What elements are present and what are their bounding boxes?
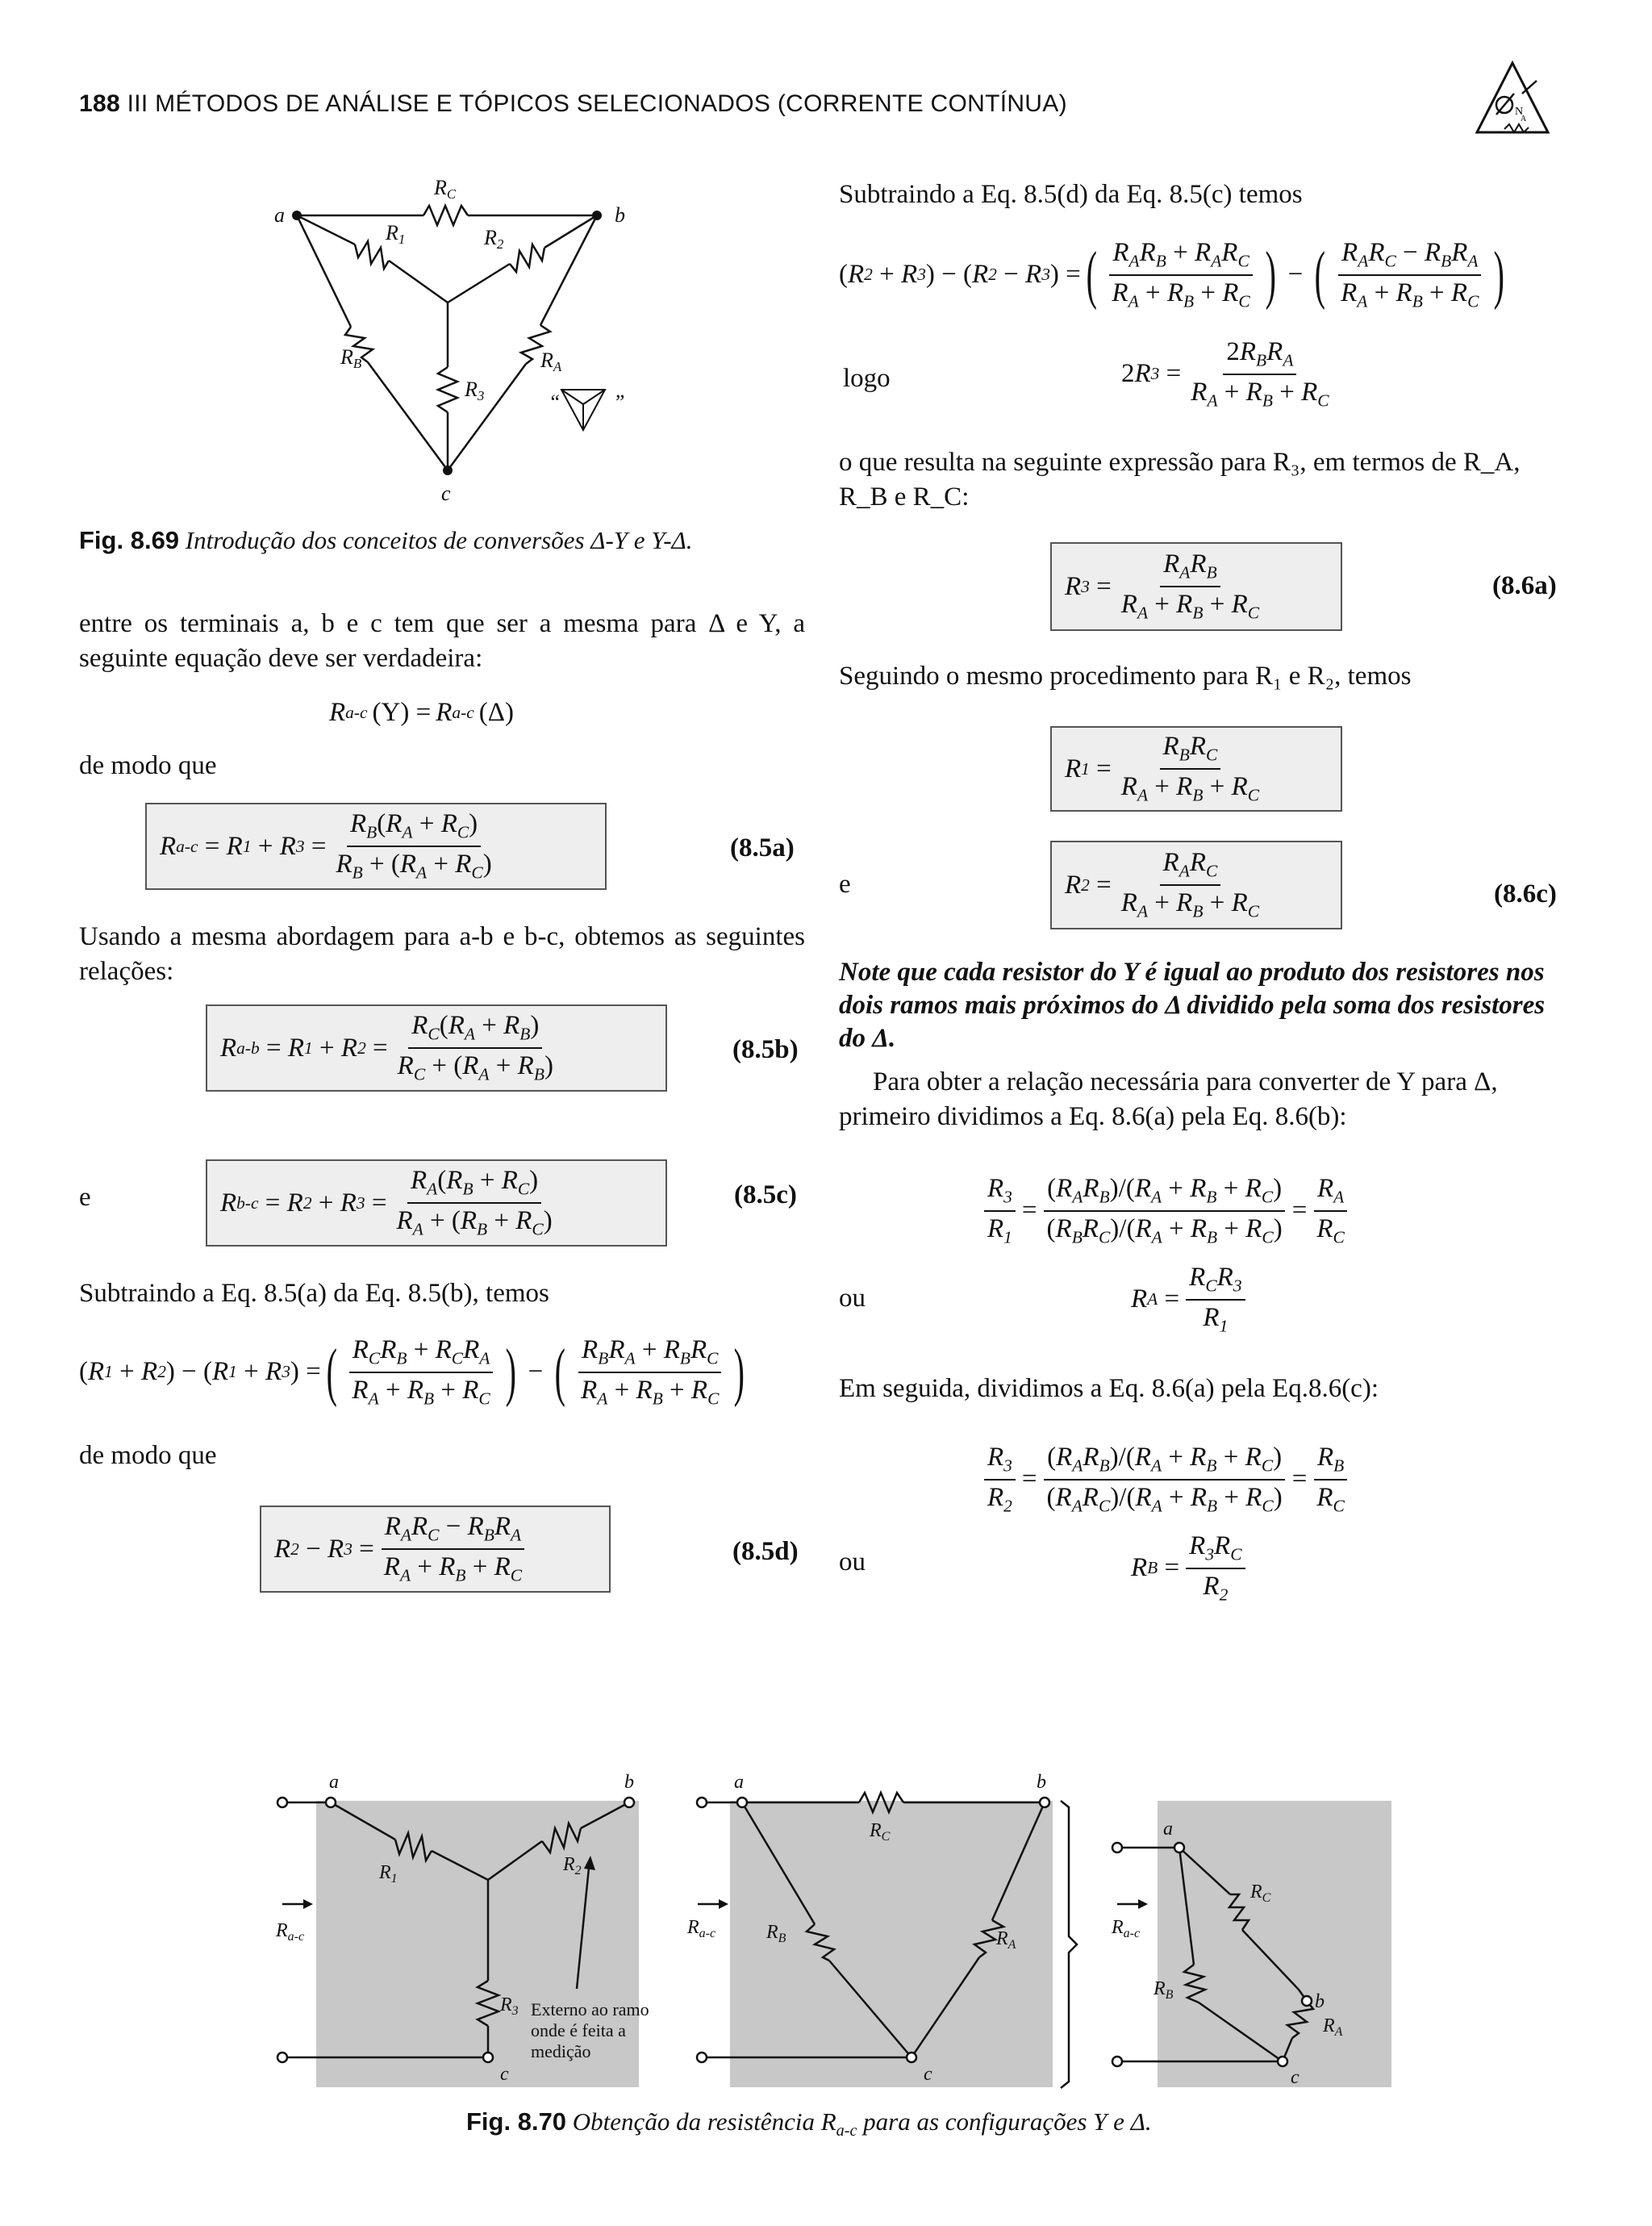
eq-8-5c-box: R b-c = R 2 + R 3 = $\frac{R_A(R_B + R_C)}{R_A + (R_B + R_C)}$ <box>206 1159 667 1247</box>
fig-8-69-delta-y-diagram <box>266 173 686 504</box>
rc-label: RC <box>434 176 457 202</box>
svg-text:N: N <box>1515 106 1524 118</box>
svg-text:a: a <box>734 1772 744 1793</box>
fig-8-70-caption: Fig. 8.70 Obtenção da resistência $R_{a-c}$ para as configurações Y e Δ. <box>466 2107 1152 2140</box>
svg-text:c: c <box>924 2064 932 2085</box>
node-c-dot <box>443 466 453 475</box>
svg-text:a: a <box>329 1772 339 1793</box>
right-logo-word: logo <box>843 364 891 393</box>
r2-label: R2 <box>484 226 504 252</box>
eq-8-5a-box: R a-c = R 1 + R 3 = $\frac{R_B(R_A + R_C)}{R_B + (R_A + R_C)}$ <box>145 803 607 890</box>
node-a-label: a <box>274 203 285 227</box>
svg-text:RB: $R_B$ <box>1153 1978 1174 2002</box>
annotation-line-3: medição <box>531 2041 591 2061</box>
right-paragraph-3: Seguindo o mesmo procedimento para R₁ e R₂, temos <box>839 662 1412 691</box>
eq-2r3: 2 R 3 = $\frac{2R_BR_A}{R_A + R_B + R_C}$ <box>1121 337 1329 411</box>
r1-label: R1 <box>386 221 406 247</box>
eq-subtract-5a-5b: ( R 1 + R 2 ) − ( R 1 + R 3 ) = ( $\frac{R_CR_B + R_CR_A}{R_A + R_B + R_C}$ ) − ( $\frac{R_BR_A + R_BR_C}{R_A + R_B + R_C}$ ) <box>79 1335 745 1409</box>
right-paragraph-1: Subtraindo a Eq. 8.5(d) da Eq. 8.5(c) temos <box>839 180 1303 209</box>
eq-8-6b-box: R 1 = $\frac{R_BR_C}{R_A + R_B + R_C}$ <box>1050 726 1342 812</box>
rb-label: RB <box>340 345 362 371</box>
node-c-label: c <box>441 482 451 504</box>
chapter-title: III MÉTODOS DE ANÁLISE E TÓPICOS SELECIONADOS (CORRENTE CONTÍNUA) <box>127 90 1067 117</box>
eq-rb: R B = $\frac{R_3R_C}{R_2}$ <box>1131 1531 1252 1605</box>
svg-text:R2: $R_2$ <box>563 1854 582 1877</box>
quote-open: “ <box>549 390 561 414</box>
svg-text:Ra-c: $R_{a-c}$ <box>276 1920 305 1944</box>
svg-text:b: b <box>1037 1772 1046 1793</box>
eq-8-6a-box: R 3 = $\frac{R_AR_B}{R_A + R_B + R_C}$ <box>1050 542 1342 631</box>
svg-text:RA: $R_A$ <box>1323 2015 1343 2039</box>
page-header <box>79 90 1067 118</box>
eq-8-5b-box: R a-b = R 1 + R 2 = $\frac{R_C(R_A + R_B)}{R_C + (R_A + R_B)}$ <box>206 1004 667 1092</box>
node-a-dot <box>292 211 302 220</box>
svg-text:A: A <box>1521 115 1527 123</box>
r3-label: R3 <box>465 378 485 403</box>
left-paragraph-1: entre os terminais a, b e c tem que ser a mesma para Δ e Y, a seguinte equação deve ser verdadeira: <box>79 609 805 673</box>
left-paragraph-3: Usando a mesma abordagem para a-b e b-c, obtemos as seguintes relações: <box>79 922 805 986</box>
svg-text:c: c <box>1291 2067 1299 2088</box>
eq-subtract-5d-5c: ( R 2 + R 3 ) − ( R 2 − R 3 ) = ( $\frac{R_AR_B + R_AR_C}{R_A + R_B + R_C}$ ) − ( $\frac{R_AR_C - R_BR_A}{R_A + R_B + R_C}$ ) <box>839 238 1505 311</box>
eq-number-8-6a: (8.6a) <box>1492 571 1557 600</box>
right-paragraph-4: Para obter a relação necessária para converter de Y para Δ, primeiro dividimos a Eq. 8.6(a) pela Eq. 8.6(b): <box>839 1067 1498 1131</box>
eq-r3-over-r1: $\frac{R_3}{R_1}$ = $\frac{(R_AR_B)/(R_A + R_B + R_C)}{(R_BR_C)/(R_A + R_B + R_C)}$ = $\frac{R_A}{R_C}$ <box>978 1174 1354 1247</box>
eq-rac-y-delta: R a-c (Y) = R a-c (Δ) <box>329 698 514 727</box>
eq-number-8-5a: (8.5a) <box>730 833 795 862</box>
node-b-dot <box>592 211 602 220</box>
fig-8-69-caption: Fig. 8.69 Introdução dos conceitos de conversões Δ-Y e Y-Δ. <box>79 526 693 554</box>
left-paragraph-2: de modo que <box>79 751 217 780</box>
left-paragraph-4: Subtraindo a Eq. 8.5(a) da Eq. 8.5(b), temos <box>79 1279 549 1308</box>
right-ou-2: ou <box>839 1547 866 1577</box>
svg-text:RB: $R_B$ <box>766 1922 786 1945</box>
left-e-1: e <box>79 1183 91 1212</box>
node-b-label: b <box>615 203 625 227</box>
eq-number-8-5c: (8.5c) <box>734 1180 797 1209</box>
fig-8-70-rac-measurement <box>266 1759 1395 2098</box>
left-paragraph-5: de modo que <box>79 1441 217 1470</box>
svg-text:R1: $R_1$ <box>379 1862 398 1886</box>
note-y-resistor-rule: Note que cada resistor do Y é igual ao produto dos resistores nos dois ramos mais próximos do Δ dividido pela soma dos resistores do Δ. <box>839 958 1546 1053</box>
eq-8-6c-box: R 2 = $\frac{R_AR_C}{R_A + R_B + R_C}$ <box>1050 841 1342 929</box>
annotation-line-1: Externo ao ramo <box>531 1999 649 2019</box>
quote-close: ” <box>613 390 625 414</box>
page-number: 188 <box>79 90 120 117</box>
svg-text:RA: $R_A$ <box>996 1928 1016 1952</box>
svg-text:RC: $R_C$ <box>1250 1881 1271 1905</box>
svg-text:R3: $R_3$ <box>500 1994 519 2018</box>
svg-text:b: b <box>1315 1991 1325 2012</box>
right-paragraph-2: o que resulta na seguinte expressão para R₃, em termos de R_A, R_B e R_C: <box>839 448 1521 512</box>
triangle-network-logo-icon <box>1472 58 1553 139</box>
eq-ra: R A = $\frac{R_CR_3}{R_1}$ <box>1131 1263 1252 1336</box>
delta-y-symbol-icon <box>561 390 605 430</box>
eq-number-8-5b: (8.5b) <box>732 1035 799 1064</box>
svg-text:a: a <box>1163 1819 1173 1840</box>
ra-label: RA <box>540 349 562 374</box>
svg-text:c: c <box>500 2064 509 2085</box>
svg-text:Ra-c: $R_{a-c}$ <box>1112 1917 1141 1940</box>
right-ou-1: ou <box>839 1284 866 1313</box>
eq-8-5d-box: R 2 − R 3 = $\frac{R_AR_C - R_BR_A}{R_A + R_B + R_C}$ <box>260 1506 611 1593</box>
eq-number-8-5d: (8.5d) <box>732 1537 799 1566</box>
svg-text:RC: $R_C$ <box>870 1820 891 1844</box>
svg-text:Ra-c: $R_{a-c}$ <box>687 1917 716 1940</box>
right-paragraph-5: Em seguida, dividimos a Eq. 8.6(a) pela Eq.8.6(c): <box>839 1374 1379 1403</box>
right-e-1: e <box>839 870 851 899</box>
eq-number-8-6c: (8.6c) <box>1494 879 1557 908</box>
eq-r3-over-r2: $\frac{R_3}{R_2}$ = $\frac{(R_AR_B)/(R_A + R_B + R_C)}{(R_AR_C)/(R_A + R_B + R_C)}$ = $\frac{R_B}{R_C}$ <box>978 1443 1354 1516</box>
annotation-line-2: onde é feita a <box>531 2020 626 2040</box>
panel-series-parallel <box>1158 1801 1391 2087</box>
svg-text:b: b <box>624 1772 634 1793</box>
